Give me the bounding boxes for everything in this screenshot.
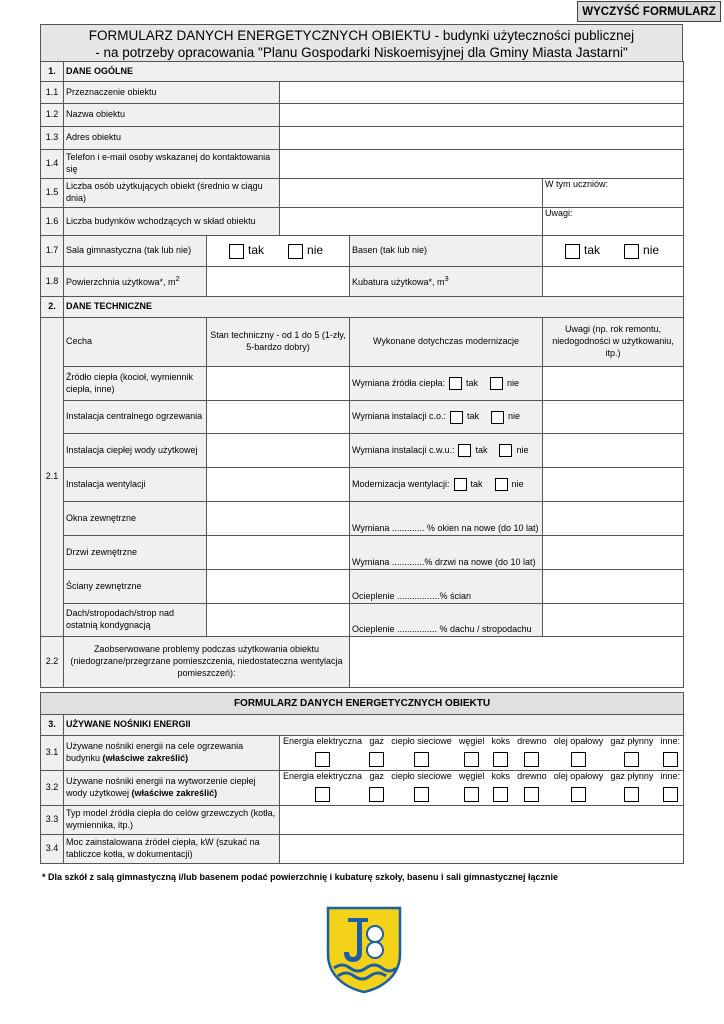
section-title: DANE TECHNICZNE bbox=[64, 297, 684, 318]
row-number: 3.1 bbox=[41, 736, 64, 771]
carrier-checkbox[interactable] bbox=[624, 787, 639, 802]
table-row bbox=[41, 208, 684, 236]
heat-source-model-input[interactable] bbox=[280, 806, 684, 835]
tak-label: tak bbox=[466, 411, 479, 422]
tak-label: tak bbox=[465, 377, 478, 388]
carrier-checkbox[interactable] bbox=[414, 752, 429, 767]
modernization-text[interactable]: Wymiana .............% drzwi na nowe (do 10 lat) bbox=[350, 536, 543, 570]
name-input[interactable] bbox=[280, 104, 684, 127]
table-row bbox=[41, 502, 684, 536]
carrier-label: drewno bbox=[517, 736, 547, 746]
carrier-label: olej opałowy bbox=[553, 771, 604, 781]
row-number: 3.2 bbox=[41, 771, 64, 806]
table-row bbox=[41, 82, 684, 104]
carrier-option bbox=[491, 736, 510, 767]
nie-label: nie bbox=[516, 444, 529, 455]
row-label: Instalacja centralnego ogrzewania bbox=[64, 401, 207, 434]
footnote: * Dla szkół z salą gimnastyczną i/lub basenem podać powierzchnię i kubaturę szkoły, basenu i sali gimnastycznej łącznie bbox=[42, 872, 559, 882]
row-number: 1.7 bbox=[41, 236, 64, 267]
section-2-table bbox=[40, 296, 684, 688]
carrier-label: gaz płynny bbox=[610, 736, 654, 746]
modernization-text[interactable]: Wymiana ............. % okien na nowe (do 10 lat) bbox=[350, 502, 543, 536]
tak-label: tak bbox=[475, 444, 488, 455]
jastarnia-crest-logo bbox=[326, 906, 402, 994]
carrier-option bbox=[610, 736, 653, 767]
row-number: 1.4 bbox=[41, 150, 64, 179]
row-number: 1.5 bbox=[41, 179, 64, 208]
condition-input[interactable] bbox=[207, 401, 350, 434]
mod-label: Modernizacja wentylacji: bbox=[352, 478, 450, 489]
carrier-checkbox[interactable] bbox=[464, 752, 479, 767]
condition-input[interactable] bbox=[207, 434, 350, 468]
carrier-label: Energia elektryczna bbox=[283, 771, 363, 781]
mod-label: Wymiana instalacji c.w.u.: bbox=[352, 444, 455, 455]
pool-choice bbox=[543, 236, 684, 267]
carrier-option bbox=[660, 736, 680, 767]
carrier-label: koks bbox=[491, 771, 510, 781]
section-1-table bbox=[40, 61, 684, 236]
section-number: 3. bbox=[41, 715, 64, 736]
row-number: 1.2 bbox=[41, 104, 64, 127]
nie-checkbox[interactable] bbox=[499, 444, 512, 457]
row-label: Sala gimnastyczna (tak lub nie) bbox=[64, 236, 207, 267]
header-stan: Stan techniczny - od 1 do 5 (1-zły, 5-bardzo dobry) bbox=[207, 318, 350, 367]
remarks-input[interactable] bbox=[543, 536, 684, 570]
section-3-table bbox=[40, 692, 684, 864]
table-row bbox=[41, 127, 684, 150]
carrier-label: ciepło sieciowe bbox=[391, 771, 452, 781]
pool-nie-checkbox[interactable] bbox=[624, 244, 639, 259]
tak-label: tak bbox=[470, 478, 483, 489]
row-number: 3.4 bbox=[41, 835, 64, 864]
table-row bbox=[41, 104, 684, 127]
row-label: Kubatura użytkowa*, $m^3$ bbox=[350, 267, 543, 297]
remarks-input[interactable] bbox=[543, 604, 684, 637]
mod-label: Wymiana źródła ciepła: bbox=[352, 377, 445, 388]
nie-label: nie bbox=[506, 377, 519, 388]
tak-label: tak bbox=[248, 243, 265, 258]
nie-label: nie bbox=[643, 243, 660, 258]
carrier-checkbox[interactable] bbox=[493, 752, 508, 767]
row-label: Instalacja ciepłej wody użytkowej bbox=[64, 434, 207, 468]
tak-label: tak bbox=[584, 243, 601, 258]
remarks-input[interactable]: Uwagi: bbox=[543, 208, 684, 236]
carrier-option bbox=[369, 736, 384, 767]
table-row bbox=[41, 771, 684, 806]
purpose-input[interactable] bbox=[280, 82, 684, 104]
table-row bbox=[41, 570, 684, 604]
row-label: Zaobserwowane problemy podczas użytkowania obiektu (niedogrzane/przegrzane pomieszczenia, niedostateczna wentylacja pomieszczeń): bbox=[64, 637, 350, 688]
carrier-checkbox[interactable] bbox=[571, 787, 586, 802]
table-row bbox=[41, 637, 684, 688]
carrier-label: węgiel bbox=[458, 736, 485, 746]
row-label: Telefon i e-mail osoby wskazanej do kontaktowania się bbox=[64, 150, 280, 179]
carrier-checkbox[interactable] bbox=[369, 787, 384, 802]
modernization-text[interactable]: Ocieplenie .................% ścian bbox=[350, 570, 543, 604]
carrier-option bbox=[283, 771, 362, 802]
carrier-checkbox[interactable] bbox=[464, 787, 479, 802]
modernization-cell bbox=[350, 367, 543, 401]
pool-tak-checkbox[interactable] bbox=[565, 244, 580, 259]
carrier-option bbox=[491, 771, 510, 802]
table-row bbox=[41, 150, 684, 179]
carrier-label: gaz bbox=[369, 771, 384, 781]
carrier-option bbox=[517, 736, 547, 767]
carrier-option bbox=[459, 771, 485, 802]
table-row bbox=[41, 434, 684, 468]
users-count-input[interactable] bbox=[280, 179, 543, 208]
carrier-checkbox[interactable] bbox=[369, 752, 384, 767]
row-label: Ściany zewnętrzne bbox=[64, 570, 207, 604]
row-label: Okna zewnętrzne bbox=[64, 502, 207, 536]
row-number: 1.1 bbox=[41, 82, 64, 104]
tak-checkbox[interactable] bbox=[454, 478, 467, 491]
carrier-checkbox[interactable] bbox=[414, 787, 429, 802]
remarks-input[interactable] bbox=[543, 570, 684, 604]
row-label: Adres obiektu bbox=[64, 127, 280, 150]
volume-input[interactable] bbox=[543, 267, 684, 297]
form-title-line1: FORMULARZ DANYCH ENERGETYCZNYCH OBIEKTU - budynki użyteczności publicznej bbox=[88, 28, 635, 43]
carrier-label: koks bbox=[491, 736, 510, 746]
carrier-checkbox[interactable] bbox=[315, 752, 330, 767]
header-uwagi: Uwagi (np. rok remontu, niedogodności w użytkowaniu, itp.) bbox=[543, 318, 684, 367]
table-row bbox=[41, 267, 684, 297]
carrier-label: drewno bbox=[517, 771, 547, 781]
table-row bbox=[41, 468, 684, 502]
carrier-checkbox[interactable] bbox=[524, 787, 539, 802]
row-label: Przeznaczenie obiektu bbox=[64, 82, 280, 104]
table-row bbox=[41, 604, 684, 637]
table-row bbox=[41, 179, 684, 208]
row-label: Instalacja wentylacji bbox=[64, 468, 207, 502]
condition-input[interactable] bbox=[207, 536, 350, 570]
row-label: Dach/stropodach/strop nad ostatnią kondygnacją bbox=[64, 604, 207, 637]
modernization-cell bbox=[350, 468, 543, 502]
carrier-label: węgiel bbox=[458, 771, 485, 781]
table-row bbox=[41, 806, 684, 835]
carrier-label: inne: bbox=[660, 771, 680, 781]
row-label: Basen (tak lub nie) bbox=[350, 236, 543, 267]
carrier-checkbox[interactable] bbox=[663, 752, 678, 767]
section-title: UŻYWANE NOŚNIKI ENERGII bbox=[64, 715, 684, 736]
row-label: Liczba osób użytkujących obiekt (średnio w ciągu dnia) bbox=[64, 179, 280, 208]
section-number: 2. bbox=[41, 297, 64, 318]
row-label: Liczba budynków wchodzących w skład obiektu bbox=[64, 208, 280, 236]
remarks-input[interactable] bbox=[543, 401, 684, 434]
buildings-count-input[interactable] bbox=[280, 208, 543, 236]
carrier-option bbox=[554, 736, 604, 767]
carrier-checkbox[interactable] bbox=[663, 787, 678, 802]
mod-label: Wymiana instalacji c.o.: bbox=[352, 411, 446, 422]
table-row bbox=[41, 536, 684, 570]
carrier-option bbox=[610, 771, 653, 802]
row-number: 1.3 bbox=[41, 127, 64, 150]
carrier-label: gaz bbox=[369, 736, 384, 746]
section-number: 1. bbox=[41, 62, 64, 82]
problems-input[interactable] bbox=[350, 637, 684, 688]
form-title-line2: - na potrzeby opracowania "Planu Gospodarki Niskoemisyjnej dla Gminy Miasta Jastarni" bbox=[95, 45, 628, 60]
row-number: 1.8 bbox=[41, 267, 64, 297]
carrier-option bbox=[369, 771, 384, 802]
carrier-option bbox=[283, 736, 362, 767]
row-number: 3.3 bbox=[41, 806, 64, 835]
tak-checkbox[interactable] bbox=[450, 411, 463, 424]
row-label: Używane nośniki energii na cele ogrzewania budynku (właściwe zakreślić) bbox=[64, 736, 280, 771]
carrier-checkbox[interactable] bbox=[493, 787, 508, 802]
gym-tak-checkbox[interactable] bbox=[229, 244, 244, 259]
table-row bbox=[41, 736, 684, 771]
carrier-option bbox=[517, 771, 547, 802]
table-row bbox=[41, 835, 684, 864]
header-modernizacje: Wykonane dotychczas modernizacje bbox=[350, 318, 543, 367]
nie-label: nie bbox=[511, 478, 524, 489]
carrier-checkbox[interactable] bbox=[524, 752, 539, 767]
condition-input[interactable] bbox=[207, 502, 350, 536]
students-input[interactable]: W tym uczniów: bbox=[543, 179, 684, 208]
installed-power-input[interactable] bbox=[280, 835, 684, 864]
modernization-cell bbox=[350, 434, 543, 468]
gym-choice bbox=[207, 236, 350, 267]
remarks-input[interactable] bbox=[543, 434, 684, 468]
nie-checkbox[interactable] bbox=[491, 411, 504, 424]
header-cecha: Cecha bbox=[64, 318, 207, 367]
heating-carriers bbox=[280, 736, 684, 771]
address-input[interactable] bbox=[280, 127, 684, 150]
row-label: Typ model źródła ciepła do celów grzewczych (kotła, wymiennika, itp.) bbox=[64, 806, 280, 835]
hot-water-carriers bbox=[280, 771, 684, 806]
tak-checkbox[interactable] bbox=[458, 444, 471, 457]
modernization-text[interactable]: Ocieplenie ................ % dachu / stropodachu bbox=[350, 604, 543, 637]
carrier-option bbox=[391, 771, 452, 802]
row-label: Drzwi zewnętrzne bbox=[64, 536, 207, 570]
remarks-input[interactable] bbox=[543, 468, 684, 502]
carrier-option bbox=[391, 736, 452, 767]
section-1-extra-table bbox=[40, 235, 684, 297]
table-row bbox=[41, 236, 684, 267]
carrier-option bbox=[660, 771, 680, 802]
modernization-cell bbox=[350, 401, 543, 434]
condition-input[interactable] bbox=[207, 468, 350, 502]
area-input[interactable] bbox=[207, 267, 350, 297]
carrier-checkbox[interactable] bbox=[624, 752, 639, 767]
carrier-label: Energia elektryczna bbox=[283, 736, 363, 746]
condition-input[interactable] bbox=[207, 367, 350, 401]
row-number: 2.2 bbox=[41, 637, 64, 688]
nie-checkbox[interactable] bbox=[490, 377, 503, 390]
row-label: Używane nośniki energii na wytworzenie ciepłej wody użytkowej (właściwe zakreślić) bbox=[64, 771, 280, 806]
row-label: Źródło ciepła (kocioł, wymiennik ciepła, inne) bbox=[64, 367, 207, 401]
row-number: 2.1 bbox=[41, 318, 64, 637]
nie-checkbox[interactable] bbox=[495, 478, 508, 491]
contact-input[interactable] bbox=[280, 150, 684, 179]
row-label: Powierzchnia użytkowa*, $m^2$ bbox=[64, 267, 207, 297]
row-label: Moc zainstalowana źródeł ciepła, kW (szukać na tabliczce kotła, w dokumentacji) bbox=[64, 835, 280, 864]
form-title bbox=[40, 24, 683, 62]
carrier-checkbox[interactable] bbox=[315, 787, 330, 802]
section-title: DANE OGÓLNE bbox=[64, 62, 684, 82]
carrier-checkbox[interactable] bbox=[571, 752, 586, 767]
carrier-option bbox=[459, 736, 485, 767]
condition-input[interactable] bbox=[207, 570, 350, 604]
table-row bbox=[41, 401, 684, 434]
remarks-input[interactable] bbox=[543, 502, 684, 536]
gym-nie-checkbox[interactable] bbox=[288, 244, 303, 259]
carrier-label: inne: bbox=[660, 736, 680, 746]
banner-title: FORMULARZ DANYCH ENERGETYCZNYCH OBIEKTU bbox=[41, 693, 684, 715]
tak-checkbox[interactable] bbox=[449, 377, 462, 390]
row-label: Nazwa obiektu bbox=[64, 104, 280, 127]
clear-form-button[interactable]: WYCZYŚĆ FORMULARZ bbox=[577, 1, 721, 22]
carrier-label: olej opałowy bbox=[553, 736, 604, 746]
table-row bbox=[41, 367, 684, 401]
condition-input[interactable] bbox=[207, 604, 350, 637]
carrier-label: ciepło sieciowe bbox=[391, 736, 452, 746]
carrier-label: gaz płynny bbox=[610, 771, 654, 781]
row-number: 1.6 bbox=[41, 208, 64, 236]
remarks-input[interactable] bbox=[543, 367, 684, 401]
nie-label: nie bbox=[307, 243, 324, 258]
carrier-option bbox=[554, 771, 604, 802]
nie-label: nie bbox=[507, 411, 520, 422]
